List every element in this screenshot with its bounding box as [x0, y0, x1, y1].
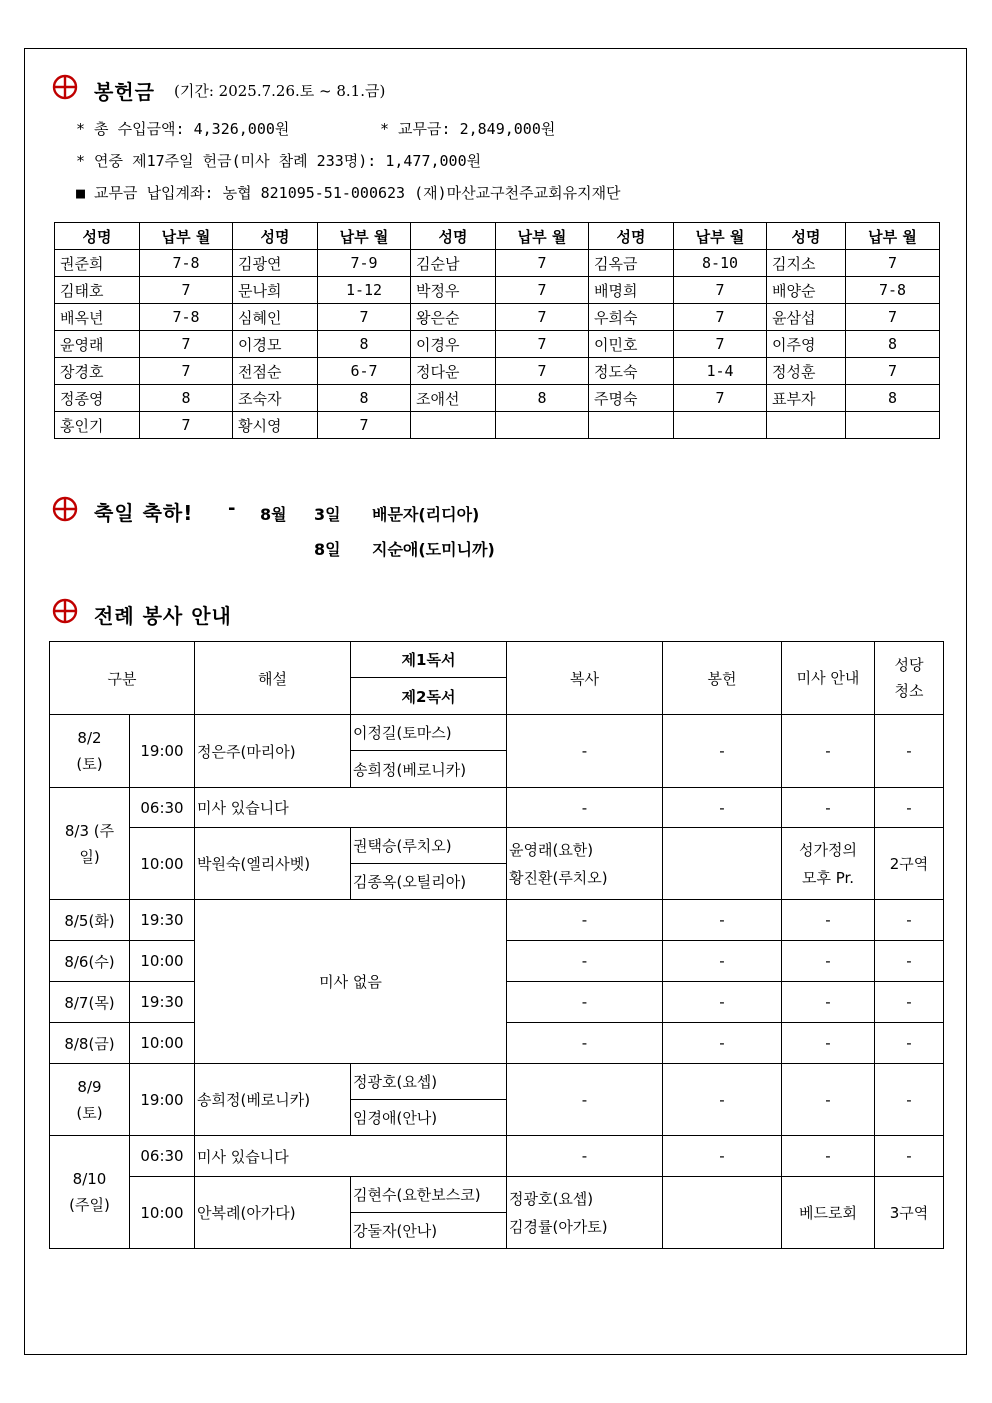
table-row: [55, 385, 940, 412]
sunday-offering: * 연중 제17주일 헌금(미사 참례 233명): 1,477,000원: [76, 152, 482, 170]
server-cell: -: [507, 900, 663, 941]
member-name: 조숙자: [233, 385, 318, 412]
schedule-row: [50, 1064, 944, 1100]
cleaning-cell: -: [875, 715, 944, 788]
col-header: 성명: [233, 223, 318, 250]
commentator-cell: 정은주(마리아): [195, 715, 351, 788]
date-cell: 8/8(금): [50, 1023, 130, 1064]
col-header: 납부 월: [496, 223, 589, 250]
paid-months: 1-4: [674, 358, 767, 385]
schedule-row: [50, 1136, 944, 1177]
server-name: 김경률(아가토): [509, 1217, 608, 1236]
paid-months: 6-7: [318, 358, 411, 385]
time-cell: 10:00: [130, 1177, 195, 1249]
note-cell: 미사 있습니다: [195, 788, 507, 828]
commentary-header: 해설: [195, 642, 351, 715]
paid-months: 8: [846, 385, 940, 412]
table-row: [55, 250, 940, 277]
cleaning-header: 성당 청소: [875, 642, 944, 715]
paid-months: 7: [140, 277, 233, 304]
bank-account: ■ 교무금 납입계좌: 농협 821095-51-000623 (재)마산교구천주교회유지재단: [76, 184, 621, 202]
offertory-cell: -: [663, 982, 782, 1023]
server-cell: -: [507, 1136, 663, 1177]
no-mass-cell: 미사 없음: [195, 900, 507, 1064]
reading2-cell: 임경애(안나): [351, 1100, 507, 1136]
member-name: 김순남: [411, 250, 496, 277]
division-header: 구분: [50, 642, 195, 715]
cleaning-cell: -: [875, 1064, 944, 1136]
usher-cell: -: [782, 788, 875, 828]
paid-months: 7-8: [140, 250, 233, 277]
member-name: 이민호: [589, 331, 674, 358]
time-cell: 10:00: [130, 1023, 195, 1064]
time-cell: 19:30: [130, 982, 195, 1023]
date-cell: 8/9 (토): [50, 1064, 130, 1136]
member-name: 황시영: [233, 412, 318, 439]
reading1-cell: 정광호(요셉): [351, 1064, 507, 1100]
paid-months: 7: [140, 412, 233, 439]
server-cell: -: [507, 941, 663, 982]
server-cell: -: [507, 715, 663, 788]
paid-months: 7: [846, 358, 940, 385]
member-name: 심혜인: [233, 304, 318, 331]
reading2-cell: 송희정(베로니카): [351, 751, 507, 788]
member-name: 홍인기: [55, 412, 140, 439]
offertory-header: 봉헌: [663, 642, 782, 715]
liturgy-table: [49, 641, 944, 1249]
member-name: 이경모: [233, 331, 318, 358]
server-name: 윤영래(요한): [509, 840, 594, 859]
member-name: 정종영: [55, 385, 140, 412]
paid-months: 7: [846, 304, 940, 331]
paid-months: 8: [318, 331, 411, 358]
offertory-cell: -: [663, 715, 782, 788]
member-name: [589, 412, 674, 439]
member-name: [767, 412, 846, 439]
birthday-name: 지순애(도미니까): [372, 540, 495, 559]
server-cell: -: [507, 788, 663, 828]
member-name: 조애선: [411, 385, 496, 412]
paid-months: 8: [496, 385, 589, 412]
offertory-cell: -: [663, 1136, 782, 1177]
cleaning-cell: -: [875, 1136, 944, 1177]
dues-table: [54, 222, 940, 439]
usher-cell: -: [782, 1064, 875, 1136]
member-name: 박정우: [411, 277, 496, 304]
member-name: 배명희: [589, 277, 674, 304]
server-cell: [507, 828, 663, 900]
cleaning-cell: -: [875, 900, 944, 941]
date-cell: 8/2 (토): [50, 715, 130, 788]
usher-cell: -: [782, 941, 875, 982]
member-name: 전점순: [233, 358, 318, 385]
table-row: [55, 412, 940, 439]
table-row: [55, 358, 940, 385]
usher-cell: -: [782, 982, 875, 1023]
date-cell: 8/6(수): [50, 941, 130, 982]
usher-cell: -: [782, 900, 875, 941]
cleaning-cell: -: [875, 788, 944, 828]
cross-circle-icon: [52, 598, 78, 624]
server-name: 황진환(루치오): [509, 868, 608, 887]
offering-period: (기간: 2025.7.26.토 ~ 8.1.금): [174, 82, 386, 100]
paid-months: 7-9: [318, 250, 411, 277]
paid-months: 7: [846, 250, 940, 277]
time-cell: 19:30: [130, 900, 195, 941]
lit-header-row: [50, 642, 944, 678]
dues-header-row: [55, 223, 940, 250]
cleaning-cell: -: [875, 941, 944, 982]
member-name: 문나희: [233, 277, 318, 304]
paid-months: 7: [674, 385, 767, 412]
schedule-row: [50, 788, 944, 828]
time-cell: 06:30: [130, 788, 195, 828]
paid-months: 7: [140, 358, 233, 385]
cleaning-cell: -: [875, 1023, 944, 1064]
table-row: [55, 277, 940, 304]
member-name: 김태호: [55, 277, 140, 304]
commentator-cell: 안복례(아가다): [195, 1177, 351, 1249]
paid-months: 7: [140, 331, 233, 358]
member-name: 정도숙: [589, 358, 674, 385]
schedule-row: [50, 900, 944, 941]
reading2-cell: 강둘자(안나): [351, 1213, 507, 1249]
note-cell: 미사 있습니다: [195, 1136, 507, 1177]
offertory-cell: -: [663, 788, 782, 828]
member-name: 김광연: [233, 250, 318, 277]
schedule-row: [50, 715, 944, 751]
paid-months: 7: [496, 304, 589, 331]
col-header: 납부 월: [318, 223, 411, 250]
paid-months: 8: [318, 385, 411, 412]
reading1-header: 제1독서: [351, 642, 507, 678]
time-cell: 10:00: [130, 828, 195, 900]
cleaning-cell: -: [875, 982, 944, 1023]
time-cell: 10:00: [130, 941, 195, 982]
liturgy-title: 전례 봉사 안내: [94, 604, 232, 628]
paid-months: 8-10: [674, 250, 767, 277]
offertory-cell: -: [663, 941, 782, 982]
schedule-row: [50, 1177, 944, 1213]
offertory-cell: -: [663, 900, 782, 941]
paid-months: 7-8: [846, 277, 940, 304]
cleaning-cell: 2구역: [875, 828, 944, 900]
date-cell: 8/7(목): [50, 982, 130, 1023]
server-header: 복사: [507, 642, 663, 715]
reading2-header: 제2독서: [351, 678, 507, 715]
offertory-cell: [663, 1177, 782, 1249]
member-name: [411, 412, 496, 439]
member-name: 김지소: [767, 250, 846, 277]
paid-months: 7: [674, 331, 767, 358]
col-header: 납부 월: [674, 223, 767, 250]
usher-cell: 성가정의 모후 Pr.: [782, 828, 875, 900]
commentator-cell: 박원숙(엘리사벳): [195, 828, 351, 900]
cross-circle-icon: [52, 74, 78, 100]
member-name: 정성훈: [767, 358, 846, 385]
server-cell: -: [507, 982, 663, 1023]
time-cell: 06:30: [130, 1136, 195, 1177]
commentator-cell: 송희정(베로니카): [195, 1064, 351, 1136]
cleaning-cell: 3구역: [875, 1177, 944, 1249]
paid-months: 1-12: [318, 277, 411, 304]
server-name: 정광호(요셉): [509, 1189, 594, 1208]
birthday-day: 3일: [314, 505, 341, 524]
member-name: 표부자: [767, 385, 846, 412]
total-income: * 총 수입금액: 4,326,000원: [76, 120, 290, 138]
usher-cell: -: [782, 1136, 875, 1177]
member-name: 권준희: [55, 250, 140, 277]
member-name: 왕은순: [411, 304, 496, 331]
birthday-day: 8일: [314, 540, 341, 559]
offertory-cell: -: [663, 1023, 782, 1064]
usher-header: 미사 안내: [782, 642, 875, 715]
paid-months: 8: [846, 331, 940, 358]
birthday-name: 배문자(리디아): [372, 505, 480, 524]
paid-months: 7: [496, 250, 589, 277]
table-row: [55, 304, 940, 331]
cross-circle-icon: [52, 496, 78, 522]
col-header: 성명: [55, 223, 140, 250]
paid-months: 7: [496, 358, 589, 385]
usher-cell: 베드로회: [782, 1177, 875, 1249]
paid-months: 7: [674, 304, 767, 331]
reading2-cell: 김종옥(오틸리아): [351, 864, 507, 900]
member-name: 윤삼섭: [767, 304, 846, 331]
member-name: 김옥금: [589, 250, 674, 277]
date-cell: 8/10 (주일): [50, 1136, 130, 1249]
member-name: 우희숙: [589, 304, 674, 331]
member-name: 주명숙: [589, 385, 674, 412]
paid-months: 7: [318, 304, 411, 331]
paid-months: [846, 412, 940, 439]
col-header: 납부 월: [846, 223, 940, 250]
reading1-cell: 김현수(요한보스코): [351, 1177, 507, 1213]
offertory-cell: [663, 828, 782, 900]
server-cell: -: [507, 1023, 663, 1064]
member-name: 장경호: [55, 358, 140, 385]
schedule-row: [50, 828, 944, 864]
paid-months: [496, 412, 589, 439]
offering-title: 봉헌금: [94, 80, 155, 104]
paid-months: 7: [674, 277, 767, 304]
birthday-month: 8월: [260, 505, 287, 524]
table-row: [55, 331, 940, 358]
col-header: 성명: [589, 223, 674, 250]
member-name: 배옥년: [55, 304, 140, 331]
member-name: 정다운: [411, 358, 496, 385]
birthday-dash: -: [228, 498, 236, 519]
date-cell: 8/3 (주일): [50, 788, 130, 900]
paid-months: 7-8: [140, 304, 233, 331]
col-header: 성명: [767, 223, 846, 250]
member-name: 윤영래: [55, 331, 140, 358]
usher-cell: -: [782, 1023, 875, 1064]
col-header: 성명: [411, 223, 496, 250]
offertory-cell: -: [663, 1064, 782, 1136]
paid-months: [674, 412, 767, 439]
time-cell: 19:00: [130, 1064, 195, 1136]
member-name: 이경우: [411, 331, 496, 358]
col-header: 납부 월: [140, 223, 233, 250]
paid-months: 7: [496, 331, 589, 358]
member-name: 배양순: [767, 277, 846, 304]
paid-months: 8: [140, 385, 233, 412]
paid-months: 7: [496, 277, 589, 304]
date-cell: 8/5(화): [50, 900, 130, 941]
server-cell: -: [507, 1064, 663, 1136]
reading1-cell: 이정길(토마스): [351, 715, 507, 751]
member-name: 이주영: [767, 331, 846, 358]
usher-cell: -: [782, 715, 875, 788]
time-cell: 19:00: [130, 715, 195, 788]
paid-months: 7: [318, 412, 411, 439]
birthday-title: 축일 축하!: [94, 501, 194, 525]
server-cell: [507, 1177, 663, 1249]
reading1-cell: 권택승(루치오): [351, 828, 507, 864]
dues-total: * 교무금: 2,849,000원: [380, 120, 556, 138]
